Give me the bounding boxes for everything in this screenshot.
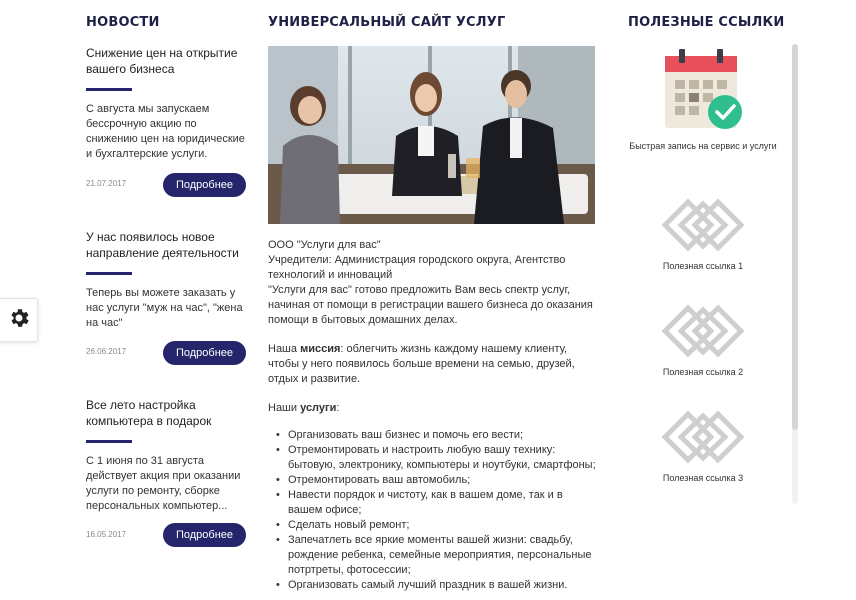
about-text (268, 238, 598, 593)
settings-button[interactable] (0, 298, 38, 342)
news-divider (86, 88, 132, 91)
services-list (268, 428, 598, 593)
more-button[interactable]: Подробнее (163, 523, 246, 547)
news-date: 21.07.2017 (86, 179, 127, 188)
link-label: Быстрая запись на сервис и услуги (629, 141, 777, 151)
diamond-logo-icon (628, 302, 778, 360)
list-item: • Отремонтировать ваш автомобиль; (288, 473, 598, 488)
list-item: • Отремонтировать и настроить любую вашу технику: бытовую, электронику, компьютеры и ноутбуки, смартфоны; (288, 443, 598, 473)
news-item (86, 45, 248, 162)
links-scrollbar[interactable] (792, 44, 798, 504)
calendar-check-icon (628, 46, 778, 134)
news-text: С августа мы запускаем бессрочную акцию по снижению цен на юридические и бухгалтерские услуги. (86, 103, 245, 160)
mission-word: миссия (300, 343, 341, 355)
news-divider (86, 440, 132, 443)
scrollbar-thumb[interactable] (792, 44, 798, 430)
business-meeting-photo (268, 46, 595, 224)
list-item: • Организовать ваш бизнес и помочь его вести; (288, 428, 598, 443)
news-text: Теперь вы можете заказать у нас услуги "муж на час", "жена на час" (86, 287, 243, 329)
more-button[interactable]: Подробнее (163, 341, 246, 365)
company-name: ООО "Услуги для вас" (268, 239, 381, 251)
news-date: 26.06.2017 (86, 347, 127, 356)
mission-text: Наша миссия: облегчить жизнь каждому нашему клиенту, чтобы у него появилось больше времени на семью, друзей, отдых и развитие. (268, 343, 575, 385)
diamond-logo-icon (628, 408, 778, 466)
news-heading: НОВОСТИ (86, 15, 160, 30)
link-label: Полезная ссылка 2 (662, 367, 744, 377)
link-card-2[interactable] (628, 302, 778, 379)
news-divider (86, 272, 132, 275)
list-item: • Навести порядок и чистоту, как в вашем доме, так и в вашем офисе; (288, 488, 598, 518)
news-text: С 1 июня по 31 августа действует акция при оказании услуги по ремонту, сборке персональных компьютер... (86, 455, 241, 512)
news-title[interactable]: Снижение цен на открытие вашего бизнеса (86, 46, 238, 76)
news-title[interactable]: У нас появилось новое направление деятельности (86, 230, 239, 260)
links-heading: ПОЛЕЗНЫЕ ССЫЛКИ (628, 15, 785, 30)
intro-text: "Услуги для вас" готово предложить Вам весь спектр услуг, начиная от помощи в регистрации вашего бизнеса до оказания помощи в бытовых домашних делах. (268, 284, 593, 326)
diamond-logo-icon (628, 196, 778, 254)
list-item: • Сделать новый ремонт; (288, 518, 598, 533)
news-title[interactable]: Все лето настройка компьютера в подарок (86, 398, 212, 428)
news-item (86, 229, 248, 331)
list-item: • Запечатлеть все яркие моменты вашей жизни: свадьбу, рождение ребенка, семейные мероприятия, персональные потртреты, фотосессии; (288, 533, 598, 578)
services-word: услуги (300, 402, 337, 414)
link-label: Полезная ссылка 3 (662, 473, 744, 483)
services-heading: Наши услуги: (268, 402, 340, 414)
founders-text: Учредители: Администрация городского округа, Агентство технологий и инноваций (268, 254, 566, 281)
list-item: • Организовать самый лучший праздник в вашей жизни. (288, 578, 598, 593)
news-date: 16.05.2017 (86, 530, 127, 539)
link-card-1[interactable] (628, 196, 778, 273)
news-item (86, 397, 248, 514)
link-label: Полезная ссылка 1 (662, 261, 744, 271)
link-card-booking[interactable] (628, 46, 778, 153)
link-card-3[interactable] (628, 408, 778, 485)
more-button[interactable]: Подробнее (163, 173, 246, 197)
gear-icon (7, 306, 31, 335)
page-title: УНИВЕРСАЛЬНЫЙ САЙТ УСЛУГ (268, 15, 506, 30)
